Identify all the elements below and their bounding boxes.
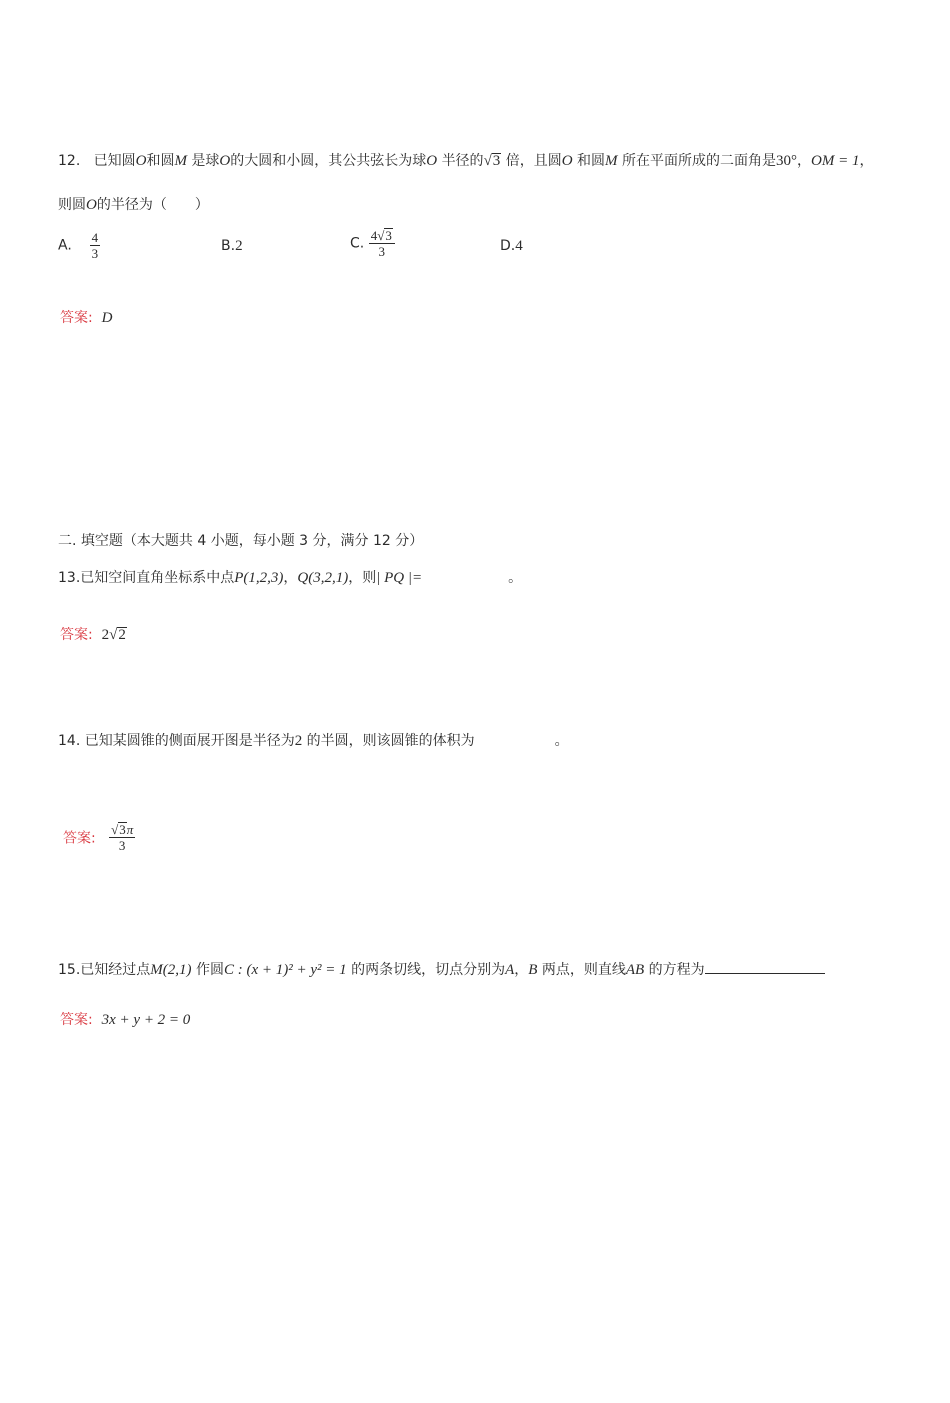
answer-12: [60, 307, 112, 327]
option-value: 4: [515, 238, 523, 254]
denominator: 3: [378, 244, 385, 259]
question-number: 12.: [58, 153, 81, 169]
point-a: A: [505, 962, 515, 978]
answer-value: D: [101, 310, 113, 326]
answer-label: 答案:: [63, 830, 96, 847]
option-label: D.: [500, 238, 516, 254]
option-label: B.: [221, 238, 236, 254]
sqrt-value: 3: [385, 228, 392, 243]
text: ，: [859, 153, 874, 169]
sqrt-symbol: √: [109, 627, 118, 643]
option-b[interactable]: [221, 238, 243, 255]
var-o: O: [561, 153, 573, 169]
text: 已知圆: [93, 153, 136, 169]
om-equation: OM = 1: [811, 153, 860, 169]
question-12-line1: [58, 150, 873, 170]
denominator: 3: [118, 838, 126, 853]
option-d[interactable]: [500, 238, 523, 255]
option-label: C.: [350, 235, 365, 252]
var-o: O: [135, 153, 147, 169]
text: 所在平面所成的二面角是: [622, 153, 776, 169]
answer-15: [60, 1009, 190, 1029]
answer-14: [63, 822, 135, 853]
point-q: Q(3,2,1): [297, 570, 349, 586]
angle-value: 30°: [776, 153, 797, 169]
pi-symbol: π: [126, 822, 134, 837]
text: 作圆: [195, 962, 224, 978]
text: ，则: [348, 570, 377, 586]
line-ab: AB: [625, 962, 645, 978]
sqrt-symbol: √: [111, 822, 119, 837]
sqrt-symbol: √: [483, 153, 492, 169]
question-14: [58, 730, 569, 750]
answer-label: 答案:: [60, 1012, 93, 1028]
question-12-line2: [58, 194, 209, 214]
var-m: M: [605, 153, 618, 169]
option-c[interactable]: [350, 228, 395, 259]
circle-equation: C : (x + 1)² + y² = 1: [223, 962, 347, 978]
text: 和圆: [146, 153, 175, 169]
text: 两点，则直线: [541, 962, 626, 978]
text: 倍，且圆: [505, 153, 562, 169]
text: 的两条切线，切点分别为: [351, 962, 506, 978]
fraction: [90, 230, 101, 261]
text: 的方程为: [648, 962, 705, 978]
text: 则圆: [58, 197, 86, 213]
var-o: O: [426, 153, 438, 169]
question-15: [58, 959, 825, 979]
text: 15.已知经过点: [58, 962, 151, 978]
coefficient: 2: [101, 627, 110, 643]
option-label: A.: [58, 237, 72, 254]
point-b: B: [528, 962, 538, 978]
var-o: O: [219, 153, 231, 169]
text: ，: [283, 570, 298, 586]
text: 的半圆，则该圆锥的体积为: [306, 733, 475, 749]
answer-blank[interactable]: [705, 959, 825, 974]
var-m: M: [174, 153, 187, 169]
text: 半径的: [441, 153, 484, 169]
answer-value: 3x + y + 2 = 0: [101, 1012, 191, 1028]
distance-expression: | PQ |=: [376, 570, 423, 586]
text: 14. 已知某圆锥的侧面展开图是半径为: [58, 733, 295, 749]
coefficient: 4: [370, 228, 378, 243]
answer-label: 答案:: [60, 310, 93, 326]
question-13: [58, 567, 522, 587]
fraction: [109, 822, 135, 853]
radius-value: 2: [294, 733, 303, 749]
var-o: O: [86, 197, 97, 213]
numerator: 4: [91, 230, 99, 245]
text: 是球: [191, 153, 220, 169]
point-m: M(2,1): [150, 962, 192, 978]
option-a[interactable]: [58, 230, 100, 261]
text: 和圆: [577, 153, 606, 169]
text: 13.已知空间直角坐标系中点: [58, 570, 235, 586]
numerator: [369, 228, 395, 244]
text: 。: [508, 570, 523, 586]
option-value: 2: [235, 238, 243, 254]
text: 。: [554, 733, 569, 749]
fraction: [369, 228, 395, 259]
text: ，: [514, 962, 529, 978]
answer-label: 答案:: [60, 627, 93, 643]
sqrt-value: 3: [119, 822, 126, 837]
text: 的大圆和小圆，其公共弦长为球: [230, 153, 427, 169]
section-title: 二. 填空题（本大题共 4 小题，每小题 3 分，满分 12 分）: [58, 533, 424, 549]
numerator: [109, 822, 135, 838]
text: ，: [797, 153, 811, 169]
sqrt-value: 3: [492, 153, 501, 169]
denominator: 3: [91, 246, 99, 261]
sqrt-value: 2: [118, 627, 126, 643]
text: 的半径为（ ）: [96, 197, 209, 213]
point-p: P(1,2,3): [234, 570, 284, 586]
answer-13: [60, 624, 127, 644]
sqrt-symbol: √: [377, 228, 385, 243]
